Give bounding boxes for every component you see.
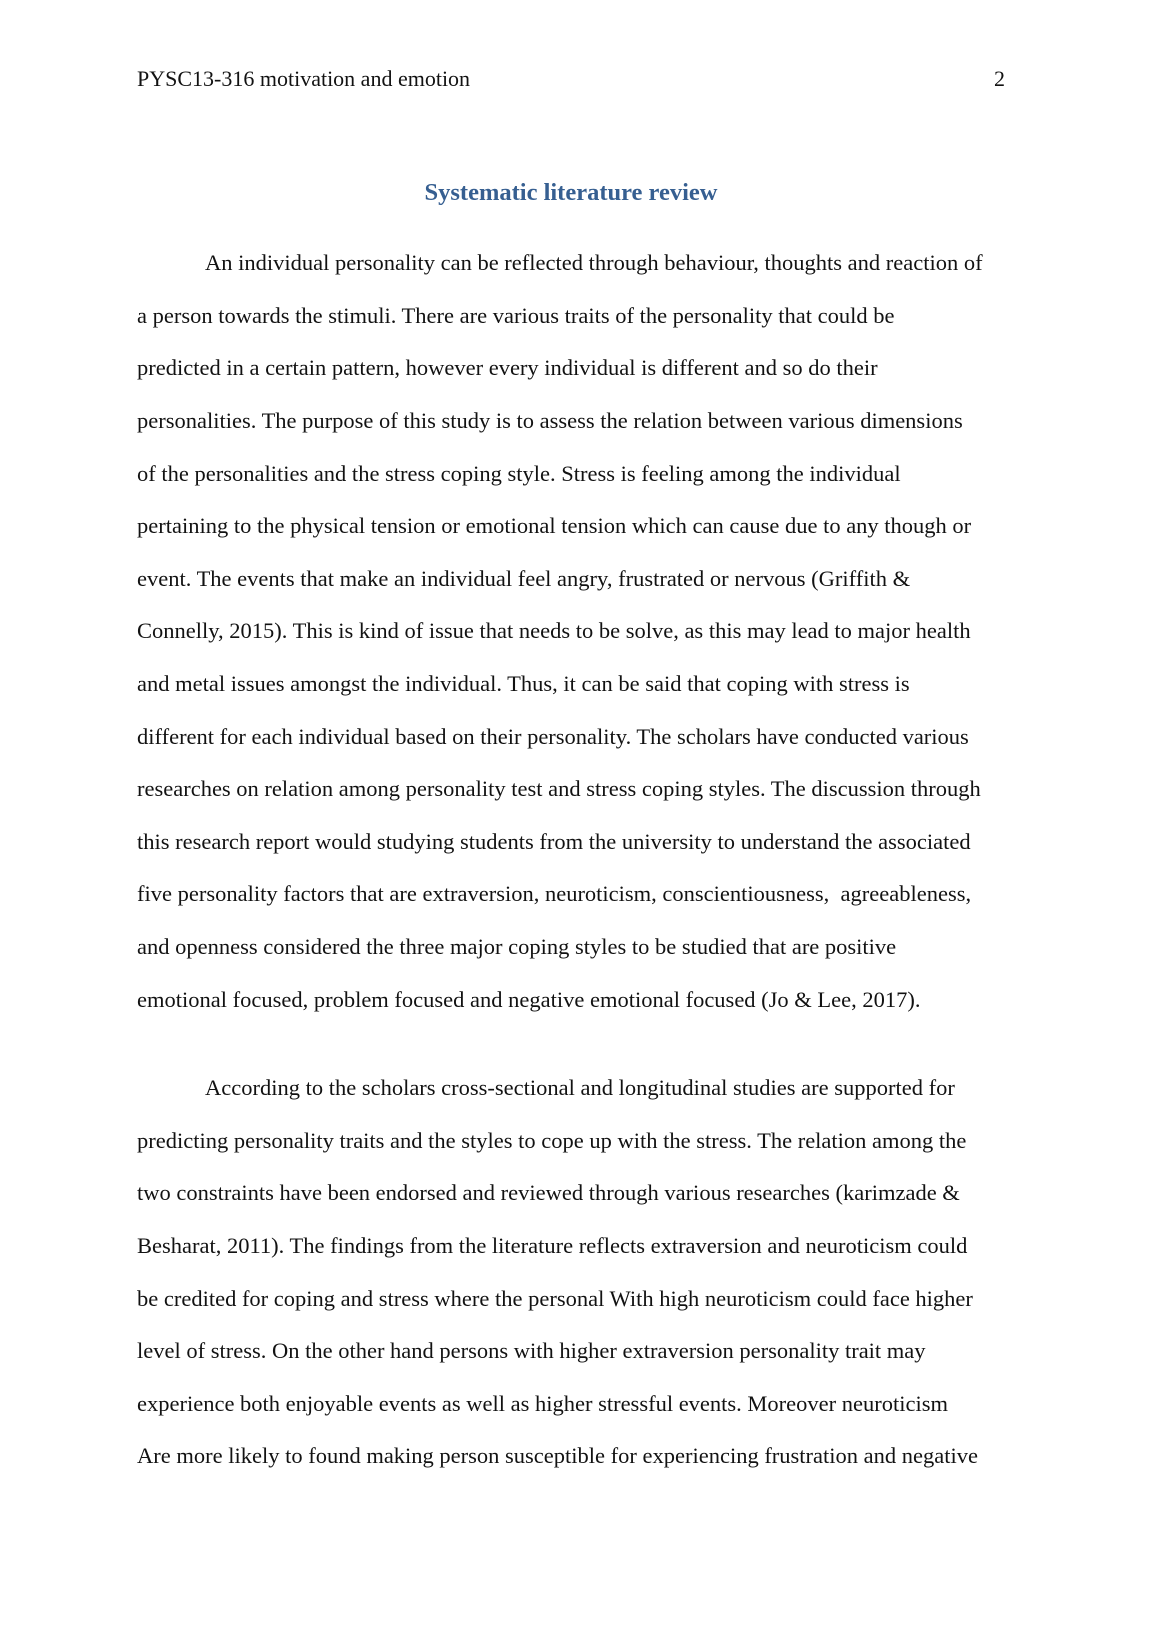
running-head: PYSC13-316 motivation and emotion xyxy=(137,66,471,91)
document-body xyxy=(137,237,1005,1483)
text-line: experience both enjoyable events as well as higher stressful events. Moreover neuroticism xyxy=(137,1390,948,1416)
paragraph xyxy=(137,237,1005,1026)
text-line: and openness considered the three major coping styles to be studied that are positive xyxy=(137,934,897,960)
text-line: five personality factors that are extraversion, neuroticism, conscientiousness, agreeableness, xyxy=(137,881,972,907)
page-title: Systematic literature review xyxy=(424,179,718,206)
text-line: of the personalities and the stress coping style. Stress is feeling among the individual xyxy=(137,460,901,486)
text-line: level of stress. On the other hand persons with higher extraversion personality trait may xyxy=(137,1338,926,1364)
text-line: predicted in a certain pattern, however every individual is different and so do their xyxy=(137,355,878,381)
text-line: a person towards the stimuli. There are various traits of the personality that could be xyxy=(137,302,895,328)
text-line: Besharat, 2011). The findings from the literature reflects extraversion and neuroticism could xyxy=(137,1232,968,1258)
page-number: 2 xyxy=(994,66,1005,91)
text-line: predicting personality traits and the styles to cope up with the stress. The relation among the xyxy=(137,1127,967,1153)
text-line: pertaining to the physical tension or emotional tension which can cause due to any though or xyxy=(137,513,972,539)
text-line: event. The events that make an individual feel angry, frustrated or nervous (Griffith & xyxy=(137,565,911,591)
text-line: According to the scholars cross-sectional and longitudinal studies are supported for xyxy=(205,1075,955,1101)
text-line: Connelly, 2015). This is kind of issue that needs to be solve, as this may lead to major health xyxy=(137,618,971,644)
text-line: be credited for coping and stress where the personal With high neuroticism could face higher xyxy=(137,1285,973,1311)
text-line: and metal issues amongst the individual. Thus, it can be said that coping with stress is xyxy=(137,671,910,697)
text-line: two constraints have been endorsed and reviewed through various researches (karimzade & xyxy=(137,1180,960,1206)
page-header xyxy=(137,66,1005,92)
text-line: emotional focused, problem focused and negative emotional focused (Jo & Lee, 2017). xyxy=(137,986,921,1012)
text-line: different for each individual based on their personality. The scholars have conducted various xyxy=(137,723,969,749)
text-line: personalities. The purpose of this study is to assess the relation between various dimensions xyxy=(137,408,963,434)
text-line: Are more likely to found making person susceptible for experiencing frustration and negative xyxy=(137,1443,978,1469)
paragraph xyxy=(137,1062,1005,1483)
text-line: this research report would studying students from the university to understand the associated xyxy=(137,828,971,854)
text-line: researches on relation among personality test and stress coping styles. The discussion through xyxy=(137,776,981,802)
text-line: An individual personality can be reflected through behaviour, thoughts and reaction of xyxy=(205,250,983,276)
